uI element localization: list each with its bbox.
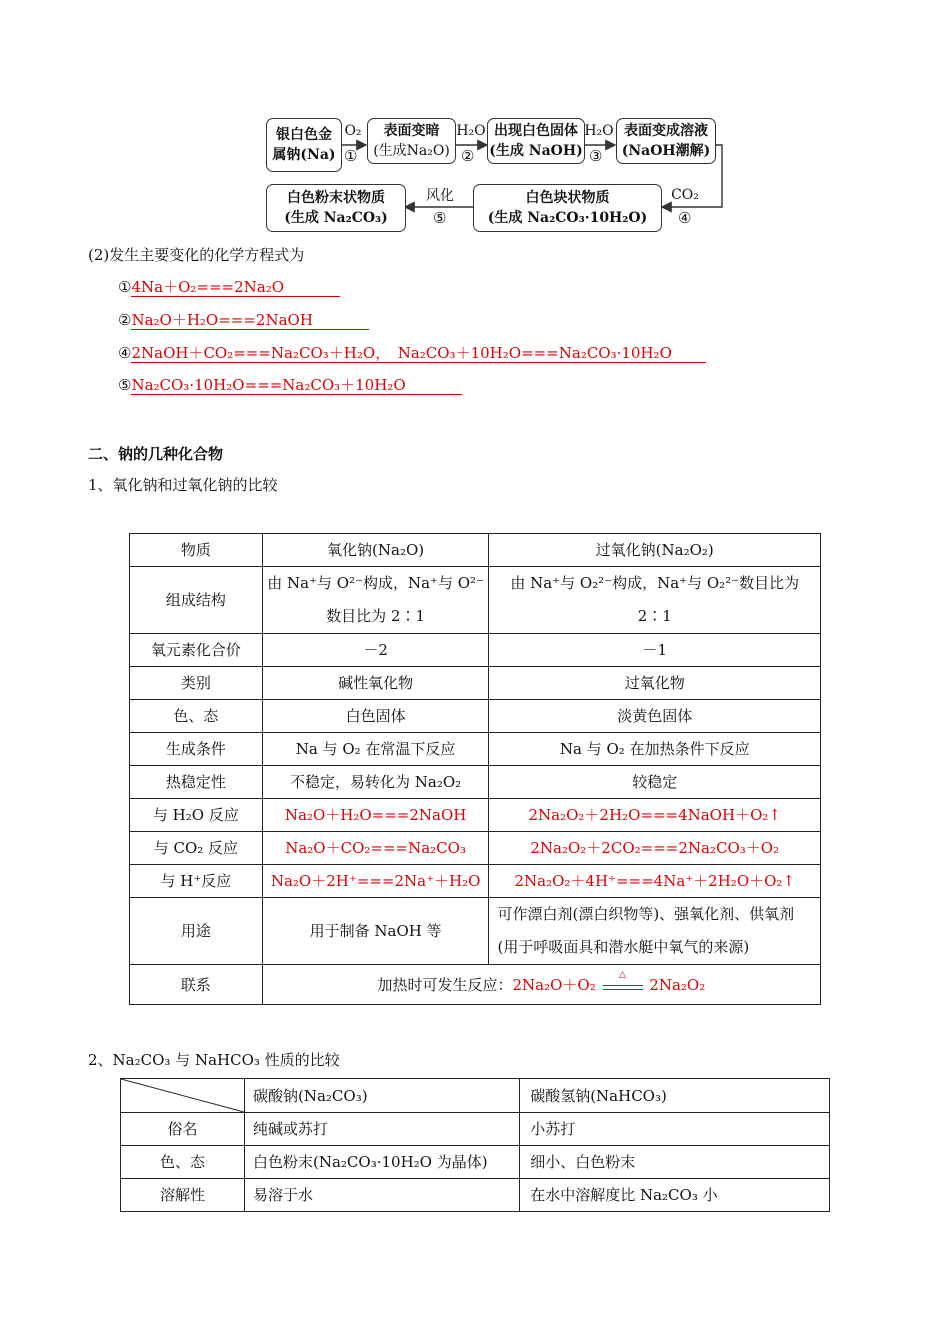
carbonate-comparison-table <box>120 1078 830 1212</box>
co2-label: CO₂ <box>671 187 699 203</box>
table-cell: 易溶于水 <box>245 1179 520 1212</box>
table-cell: 碳酸氢钠(NaHCO₃) <box>520 1079 830 1113</box>
table-cell: 纯碱或苏打 <box>245 1113 520 1146</box>
table-cell: 白色固体 <box>262 700 489 733</box>
water-label: H₂O <box>456 123 486 139</box>
subsection-title: 2、Na₂CO₃ 与 NaHCO₃ 性质的比较 <box>88 1051 340 1069</box>
white-block-box <box>473 184 662 232</box>
row-label: 用途 <box>130 898 263 965</box>
equation-number: ④ <box>118 344 132 362</box>
table-cell: 细小、白色粉末 <box>520 1146 830 1179</box>
box-line: 白色粉末状物质 <box>287 190 385 206</box>
equation-text: Na₂O＋H₂O===2NaOH <box>131 311 368 330</box>
table-row <box>121 1146 830 1179</box>
table-row <box>130 965 821 1005</box>
table-cell: 2Na₂O₂＋2CO₂===2Na₂CO₃＋O₂ <box>489 832 821 865</box>
table-row <box>130 898 821 965</box>
table-row <box>130 799 821 832</box>
equation-2 <box>118 310 369 330</box>
equation-text: 2NaOH＋CO₂===Na₂CO₃＋H₂O， Na₂CO₃＋10H₂O===Na₂CO₃·10H₂O <box>131 344 705 363</box>
table-cell: 可作漂白剂(漂白织物等)、强氧化剂、供氧剂(用于呼吸面具和潜水艇中氧气的来源) <box>489 898 821 965</box>
box-line: 出现白色固体 <box>494 123 578 139</box>
table-cell: 碳酸钠(Na₂CO₃) <box>245 1079 520 1113</box>
box-line: 表面变暗 <box>383 123 440 139</box>
row-label: 氧元素化合价 <box>130 634 263 667</box>
step-1-number: ① <box>344 147 358 165</box>
box-line: (生成Na₂O) <box>373 143 450 159</box>
equation-4 <box>118 343 706 363</box>
table-cell: 不稳定，易转化为 Na₂O₂ <box>262 766 489 799</box>
table-cell: Na₂O＋CO₂===Na₂CO₃ <box>262 832 489 865</box>
row-label: 与 H₂O 反应 <box>130 799 263 832</box>
table-cell: 在水中溶解度比 Na₂CO₃ 小 <box>520 1179 830 1212</box>
equation-number: ⑤ <box>118 376 132 394</box>
row-label: 联系 <box>130 965 263 1005</box>
row-label: 与 H⁺反应 <box>130 865 263 898</box>
link-equation-right: 2Na₂O₂ <box>649 975 706 994</box>
table-row <box>130 832 821 865</box>
table-cell: 较稳定 <box>489 766 821 799</box>
link-equation-left: 2Na₂O＋O₂ <box>512 975 596 994</box>
white-solid-box <box>487 118 585 164</box>
dull-surface-box <box>367 118 456 164</box>
row-label: 溶解性 <box>121 1179 245 1212</box>
table-cell: 淡黄色固体 <box>489 700 821 733</box>
table-cell: －1 <box>489 634 821 667</box>
box-line: (NaOH潮解) <box>621 143 711 159</box>
table-cell: 物质 <box>130 534 263 567</box>
equation-text: Na₂CO₃·10H₂O===Na₂CO₃＋10H₂O <box>131 376 461 395</box>
row-label: 热稳定性 <box>130 766 263 799</box>
diagonal-corner-cell <box>121 1079 245 1113</box>
equation-1 <box>118 277 340 297</box>
box-line: 属钠(Na) <box>272 147 336 163</box>
table-header-row <box>130 534 821 567</box>
equation-5 <box>118 375 462 395</box>
white-powder-box <box>266 184 406 232</box>
heat-symbol: △ <box>619 969 626 980</box>
row-label: 色、态 <box>121 1146 245 1179</box>
double-line <box>603 985 643 990</box>
table-cell: 碱性氧化物 <box>262 667 489 700</box>
row-label: 色、态 <box>130 700 263 733</box>
table-cell: 过氧化钠(Na₂O₂) <box>489 534 821 567</box>
table-cell: Na 与 O₂ 在常温下反应 <box>262 733 489 766</box>
table-row <box>130 733 821 766</box>
oxide-comparison-table <box>129 533 821 1005</box>
table-cell: 用于制备 NaOH 等 <box>262 898 489 965</box>
row-label: 俗名 <box>121 1113 245 1146</box>
box-line: (生成 Na₂CO₃·10H₂O) <box>487 210 648 226</box>
link-cell <box>262 965 820 1005</box>
heat-condition-sign <box>601 969 645 996</box>
row-label: 与 CO₂ 反应 <box>130 832 263 865</box>
table-row <box>130 567 821 634</box>
link-text: 加热时可发生反应： <box>377 975 513 994</box>
step-2-number: ② <box>461 147 475 165</box>
table-row <box>121 1179 830 1212</box>
table-cell: Na 与 O₂ 在加热条件下反应 <box>489 733 821 766</box>
table-cell: 氧化钠(Na₂O) <box>262 534 489 567</box>
subsection-title: 1、氧化钠和过氧化钠的比较 <box>88 476 278 494</box>
table-cell: 过氧化物 <box>489 667 821 700</box>
equation-number: ② <box>118 311 132 329</box>
table-row <box>130 865 821 898</box>
step-3-number: ③ <box>589 147 603 165</box>
table-row <box>130 634 821 667</box>
table-row <box>130 766 821 799</box>
box-line: 银白色金 <box>276 127 332 143</box>
table-row <box>130 667 821 700</box>
row-label: 类别 <box>130 667 263 700</box>
water-label: H₂O <box>584 123 614 139</box>
box-line: 表面变成溶液 <box>624 123 708 139</box>
table-cell: 由 Na⁺与 O²⁻构成，Na⁺与 O²⁻数目比为 2∶1 <box>262 567 489 634</box>
sodium-box <box>266 118 342 172</box>
equations-intro: (2)发生主要变化的化学方程式为 <box>88 246 305 264</box>
table-cell: 2Na₂O₂＋4H⁺===4Na⁺＋2H₂O＋O₂↑ <box>489 865 821 898</box>
row-label: 生成条件 <box>130 733 263 766</box>
table-row <box>121 1113 830 1146</box>
table-cell: 小苏打 <box>520 1113 830 1146</box>
solution-box <box>616 118 716 164</box>
box-line: (生成 NaOH) <box>489 143 583 159</box>
table-cell: 由 Na⁺与 O₂²⁻构成，Na⁺与 O₂²⁻数目比为 2∶1 <box>489 567 821 634</box>
step-5-number: ⑤ <box>433 209 447 227</box>
oxygen-label: O₂ <box>344 123 362 139</box>
box-line: 白色块状物质 <box>525 190 610 206</box>
box-line: (生成 Na₂CO₃) <box>284 210 388 226</box>
table-cell: 白色粉末(Na₂CO₃·10H₂O 为晶体) <box>245 1146 520 1179</box>
table-cell: Na₂O＋2H⁺===2Na⁺＋H₂O <box>262 865 489 898</box>
table-cell: 2Na₂O₂＋2H₂O===4NaOH＋O₂↑ <box>489 799 821 832</box>
table-header-row <box>121 1079 830 1113</box>
equation-number: ① <box>118 278 132 296</box>
section-heading: 二、钠的几种化合物 <box>88 445 224 463</box>
table-row <box>130 700 821 733</box>
step-4-number: ④ <box>678 209 692 227</box>
table-cell: Na₂O＋H₂O===2NaOH <box>262 799 489 832</box>
equation-text: 4Na＋O₂===2Na₂O <box>131 278 340 297</box>
efflorescence-label: 风化 <box>426 188 454 204</box>
diagonal-line <box>121 1079 244 1112</box>
row-label: 组成结构 <box>130 567 263 634</box>
table-cell: －2 <box>262 634 489 667</box>
